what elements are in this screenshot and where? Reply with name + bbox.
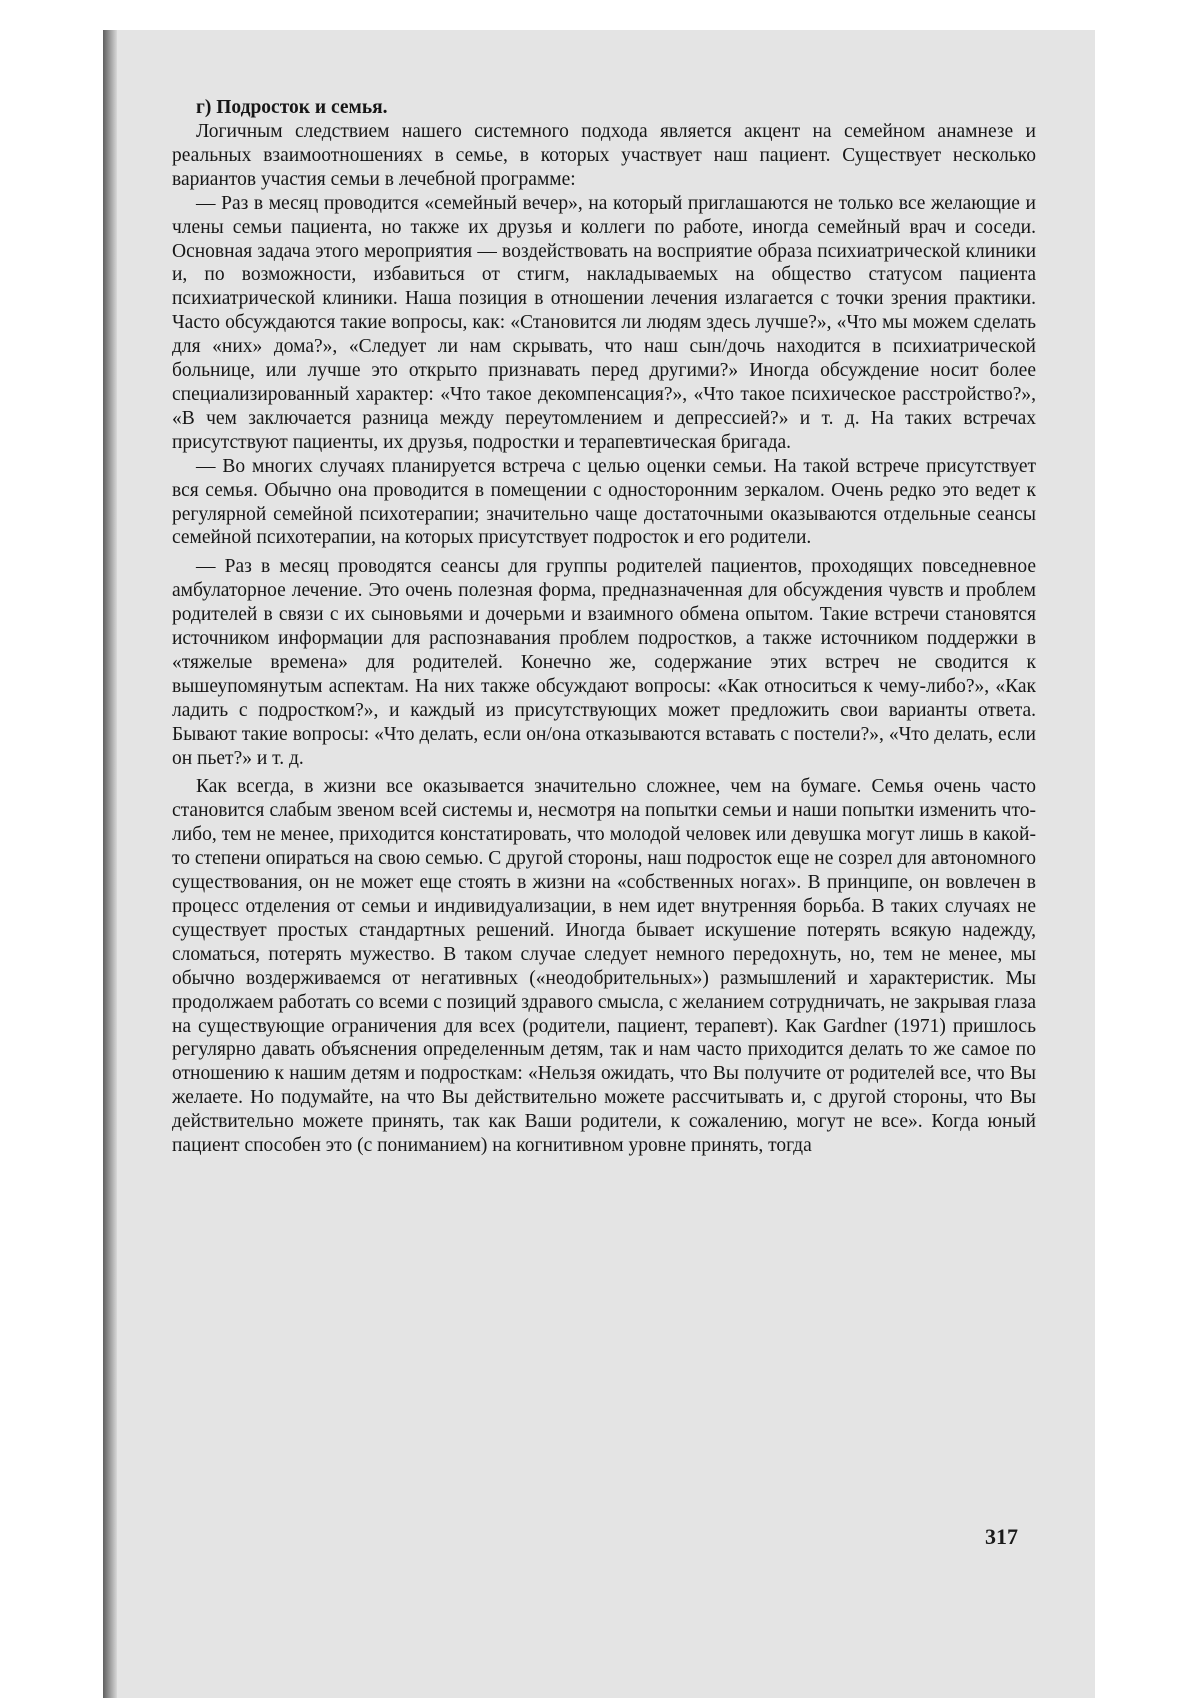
page-number: 317: [985, 1524, 1018, 1549]
section-title: г) Подросток и семья.: [196, 97, 388, 118]
main-text: [172, 96, 1036, 1158]
binding-shadow: [103, 30, 117, 1698]
paragraph-parents-group: — Раз в месяц проводятся сеансы для группы родителей пациентов, проходящих повседневное амбулаторное лечение. Это очень полезная форма, предназначенная для обсуждения чувств и проблем родителей в связи с их сыновьями и дочерьми и взаимного обмена опытом. Такие встречи становятся источником информации для распознавания проблем подростков, а также источником поддержки в «тяжелые времена» для родителей. Конечно же, содержание этих встреч не сводится к вышеупомянутым аспектам. На них также обсуждают вопросы: «Как относиться к чему-либо?», «Как ладить с подростком?», и каждый из присутствующих может предложить свои варианты ответа. Бывают такие вопросы: «Что делать, если он/она отказываются вставать с постели?», «Что делать, если он пьет?» и т. д.: [172, 556, 1036, 769]
paragraph-conclusion: Как всегда, в жизни все оказывается значительно сложнее, чем на бумаге. Семья очень часто становится слабым звеном всей системы и, несмотря на попытки семьи и наши попытки изменить что-либо, тем не менее, приходится констатировать, что молодой человек или девушка могут лишь в какой-то степени опираться на свою семью. С другой стороны, наш подросток еще не созрел для автономного существования, он не может еще стоять в жизни на «собственных ногах». В принципе, он вовлечен в процесс отделения от семьи и индивидуализации, в нем идет внутренняя борьба. В таких случаях не существует простых стандартных решений. Иногда бывает искушение потерять всякую надежду, сломаться, потерять мужество. В таком случае следует немного передохнуть, но, тем не менее, мы обычно воздерживаемся от негативных («неодобрительных») размышлений и характеристик. Мы продолжаем работать со всеми с позиций здравого смысла, с желанием сотрудничать, не закрывая глаза на существующие ограничения для всех (родители, пациент, терапевт). Как Gardner (1971) пришлось регулярно давать объяснения определенным детям, так и нам часто приходится делать то же самое по отношению к нашим детям и подросткам: «Нельзя ожидать, что Вы получите от родителей все, что Вы желаете. Но подумайте, на что Вы действительно можете рассчитывать и, с другой стороны, что Вы действительно можете принять, так как Ваши родители, к сожалению, могут не все». Когда юный пациент способен это (с пониманием) на когнитивном уровне принять, тогда: [172, 776, 1036, 1157]
paragraph-family-assessment: — Во многих случаях планируется встреча с целью оценки семьи. На такой встрече присутствует вся семья. Обычно она проводится в помещении с односторонним зеркалом. Очень редко это ведет к регулярной семейной психотерапии; значительно чаще достаточными оказываются отдельные сеансы семейной психотерапии, на которых присутствует подросток и его родители.: [172, 455, 1036, 549]
paragraph-family-evening: — Раз в месяц проводится «семейный вечер», на который приглашаются не только все желающие и члены семьи пациента, но также их друзья и коллеги по работе, иногда семейный врач и соседи. Основная задача этого мероприятия — воздействовать на восприятие образа психиатрической клиники и, по возможности, избавиться от стигм, накладываемых на общество статусом пациента психиатрической клиники. Наша позиция в отношении лечения излагается с точки зрения практики. Часто обсуждаются такие вопросы, как: «Становится ли людям здесь лучше?», «Что мы можем сделать для «них» дома?», «Следует ли нам скрывать, что наш сын/дочь находится в психиатрической больнице, или лучше это открыто признавать перед другими?» Иногда обсуждение носит более специализированный характер: «Что такое декомпенсация?», «Что такое психическое расстройство?», «В чем заключается разница между переутомлением и депрессией?» и т. д. На таких встречах присутствуют пациенты, их друзья, подростки и терапевтическая бригада.: [172, 192, 1036, 453]
paragraph-intro: Логичным следствием нашего системного подхода является акцент на семейном анамнезе и реальных взаимоотношениях в семье, в которых участвует наш пациент. Существует несколько вариантов участия семьи в лечебной программе:: [172, 121, 1036, 190]
